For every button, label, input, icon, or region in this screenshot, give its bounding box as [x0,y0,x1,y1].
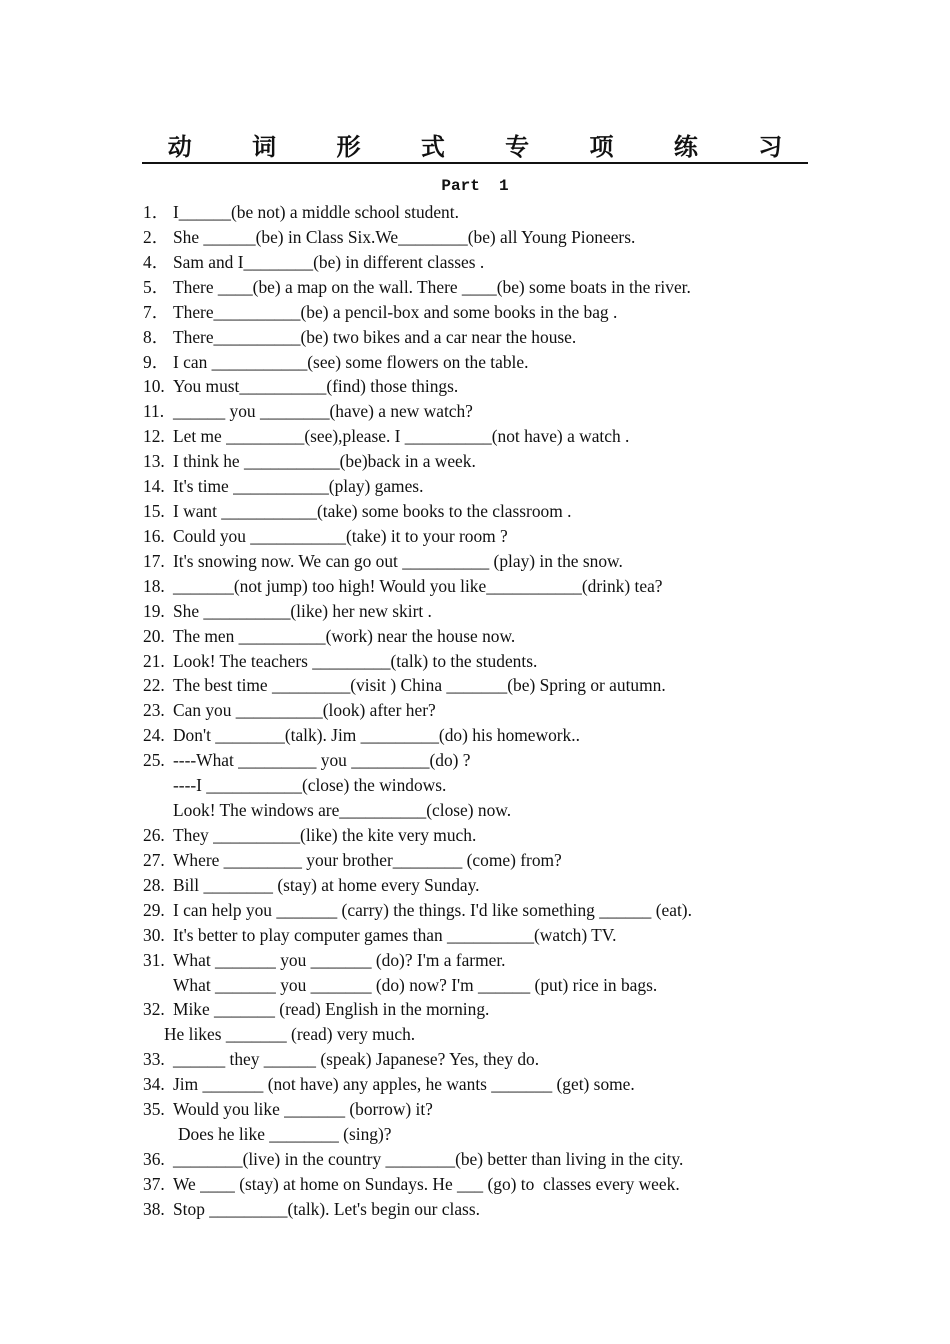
exercise-text: Would you like _______ (borrow) it? [173,1099,433,1120]
exercise-number: 29. [143,899,170,920]
exercise-text: Don't ________(talk). Jim _________(do) his homework.. [173,725,580,746]
exercise-line [143,948,506,973]
exercise-number: 24. [143,725,170,746]
exercise-number: 27. [143,849,170,870]
exercise-line [143,499,571,524]
exercise-number: 15. [143,501,170,522]
exercise-text: Could you ___________(take) it to your room ? [173,525,508,546]
exercise-number: 14. [143,476,170,497]
exercise-text: There__________(be) a pencil-box and some books in the bag . [173,301,618,322]
exercise-line [143,997,489,1022]
exercise-line [143,325,576,350]
exercise-number: 9． [143,351,170,372]
exercise-text: The men __________(work) near the house now. [173,625,516,646]
exercise-text: Look! The windows are__________(close) now. [173,800,512,821]
exercise-number: 8． [143,326,170,347]
exercise-number: 16. [143,525,170,546]
exercise-number: 13. [143,451,170,472]
exercise-text: ______ you ________(have) a new watch? [173,401,473,422]
exercise-text: Bill ________ (stay) at home every Sunday. [173,874,480,895]
exercise-line [143,649,537,674]
exercise-line [143,225,635,250]
exercise-text: It's time ___________(play) games. [173,476,424,497]
exercise-text: They __________(like) the kite very much. [173,825,477,845]
exercise-line [143,449,476,474]
exercise-line [143,574,663,599]
exercise-line [143,250,484,275]
exercise-line [143,599,432,624]
exercise-line [143,848,562,873]
exercise-line [143,350,528,375]
exercise-line [143,873,480,898]
exercise-text: It's snowing now. We can go out __________ (play) in the snow. [173,550,623,571]
exercise-line [143,1147,683,1172]
exercise-text: It's better to play computer games than __________(watch) TV. [173,924,617,945]
exercise-number: 1． [143,202,170,222]
exercise-line [143,698,436,723]
exercise-text: What _______ you _______ (do) now? I'm ______ (put) rice in bags. [173,974,658,995]
exercise-text: There ____(be) a map on the wall. There ____(be) some boats in the river. [173,276,691,297]
exercise-number: 31. [143,949,170,970]
exercise-line [143,300,617,325]
exercise-number: 33. [143,1049,170,1070]
exercise-text: She ______(be) in Class Six.We________(be) all Young Pioneers. [173,226,636,247]
exercise-number: 11. [143,401,169,422]
exercise-text: I______(be not) a middle school student. [173,202,459,222]
exercise-text: Stop _________(talk). Let's begin our class. [173,1198,480,1219]
exercise-text: I want ___________(take) some books to the classroom . [173,501,572,522]
exercise-line [143,1097,433,1122]
exercise-line [178,1122,391,1147]
exercise-line [173,798,511,823]
exercise-number: 17. [143,550,170,571]
exercise-number: 25. [143,750,170,771]
exercise-line [143,673,666,698]
exercise-number: 34. [143,1074,170,1095]
exercise-text: ________(live) in the country ________(be) better than living in the city. [173,1148,684,1169]
exercise-number: 10. [143,376,170,397]
exercise-text: She __________(like) her new skirt . [173,600,432,621]
exercise-line [143,524,508,549]
exercise-number: 19. [143,600,170,621]
exercise-number: 36. [143,1148,170,1169]
exercise-line [143,374,458,399]
exercise-line [143,1072,635,1097]
exercise-text: Let me _________(see),please. I __________(not have) a watch . [173,426,630,447]
exercise-line [143,424,629,449]
exercise-text: ----What _________ you _________(do) ? [173,750,471,771]
exercise-text: We ____ (stay) at home on Sundays. He ___ (go) to classes every week. [173,1173,680,1194]
exercise-line [143,723,580,748]
exercise-text: ______ they ______ (speak) Japanese? Yes, they do. [173,1049,540,1070]
exercise-text: Can you __________(look) after her? [173,700,436,721]
exercise-text: _______(not jump) too high! Would you like___________(drink) tea? [173,575,663,596]
exercise-number: 22. [143,675,170,696]
exercise-number: 5． [143,276,170,297]
exercise-number: 23. [143,700,170,721]
exercise-number: 2． [143,226,170,247]
exercise-number: 20. [143,625,170,646]
page-title-text: 动 词 形 式 专 项 练 习 [142,132,809,164]
exercise-line [143,748,471,773]
exercise-line [143,898,692,923]
exercise-line [143,823,476,848]
exercise-text: I can ___________(see) some flowers on the table. [173,351,529,372]
exercise-line [173,773,446,798]
exercise-number: 4． [143,251,170,272]
exercise-text: What _______ you _______ (do)? I'm a farmer. [173,949,506,970]
exercise-text: You must__________(find) those things. [173,376,459,397]
exercise-line [143,200,459,225]
exercise-line [164,1022,415,1047]
exercise-line [143,275,691,300]
exercise-text: Sam and I________(be) in different classes . [173,251,485,272]
exercise-number: 21. [143,650,170,671]
exercise-number: 38. [143,1198,170,1219]
exercise-line [143,1197,480,1222]
exercise-line [143,1172,680,1197]
exercise-text: Mike _______ (read) English in the morning. [173,999,490,1020]
exercise-text: ----I ___________(close) the windows. [173,775,447,796]
exercise-text: Look! The teachers _________(talk) to the students. [173,650,538,671]
exercise-number: 26. [143,825,170,845]
exercise-text: Jim _______ (not have) any apples, he wants _______ (get) some. [173,1074,635,1095]
exercise-number: 35. [143,1099,170,1120]
exercise-line [143,624,515,649]
exercise-line [143,923,616,948]
exercise-number: 12. [143,426,170,447]
exercise-text: Does he like ________ (sing)? [178,1124,392,1145]
exercise-number: 37. [143,1173,170,1194]
page-title [0,131,950,164]
exercise-text: The best time _________(visit ) China _______(be) Spring or autumn. [173,675,666,696]
exercise-line [173,973,657,998]
exercise-line [143,549,623,574]
exercise-text: I can help you _______ (carry) the things. I'd like something ______ (eat). [173,899,692,920]
exercise-line [143,399,473,424]
exercise-text: Where _________ your brother________ (come) from? [173,849,562,870]
exercise-number: 32. [143,999,170,1020]
exercise-number: 30. [143,924,170,945]
exercise-text: He likes _______ (read) very much. [164,1024,416,1045]
exercise-line [143,1047,539,1072]
exercise-number: 7． [143,301,170,322]
part-label: Part 1 [441,177,509,195]
exercise-line [143,474,423,499]
exercise-text: I think he ___________(be)back in a week. [173,451,476,472]
exercise-text: There__________(be) two bikes and a car near the house. [173,326,577,347]
exercise-number: 18. [143,575,170,596]
exercise-number: 28. [143,874,170,895]
